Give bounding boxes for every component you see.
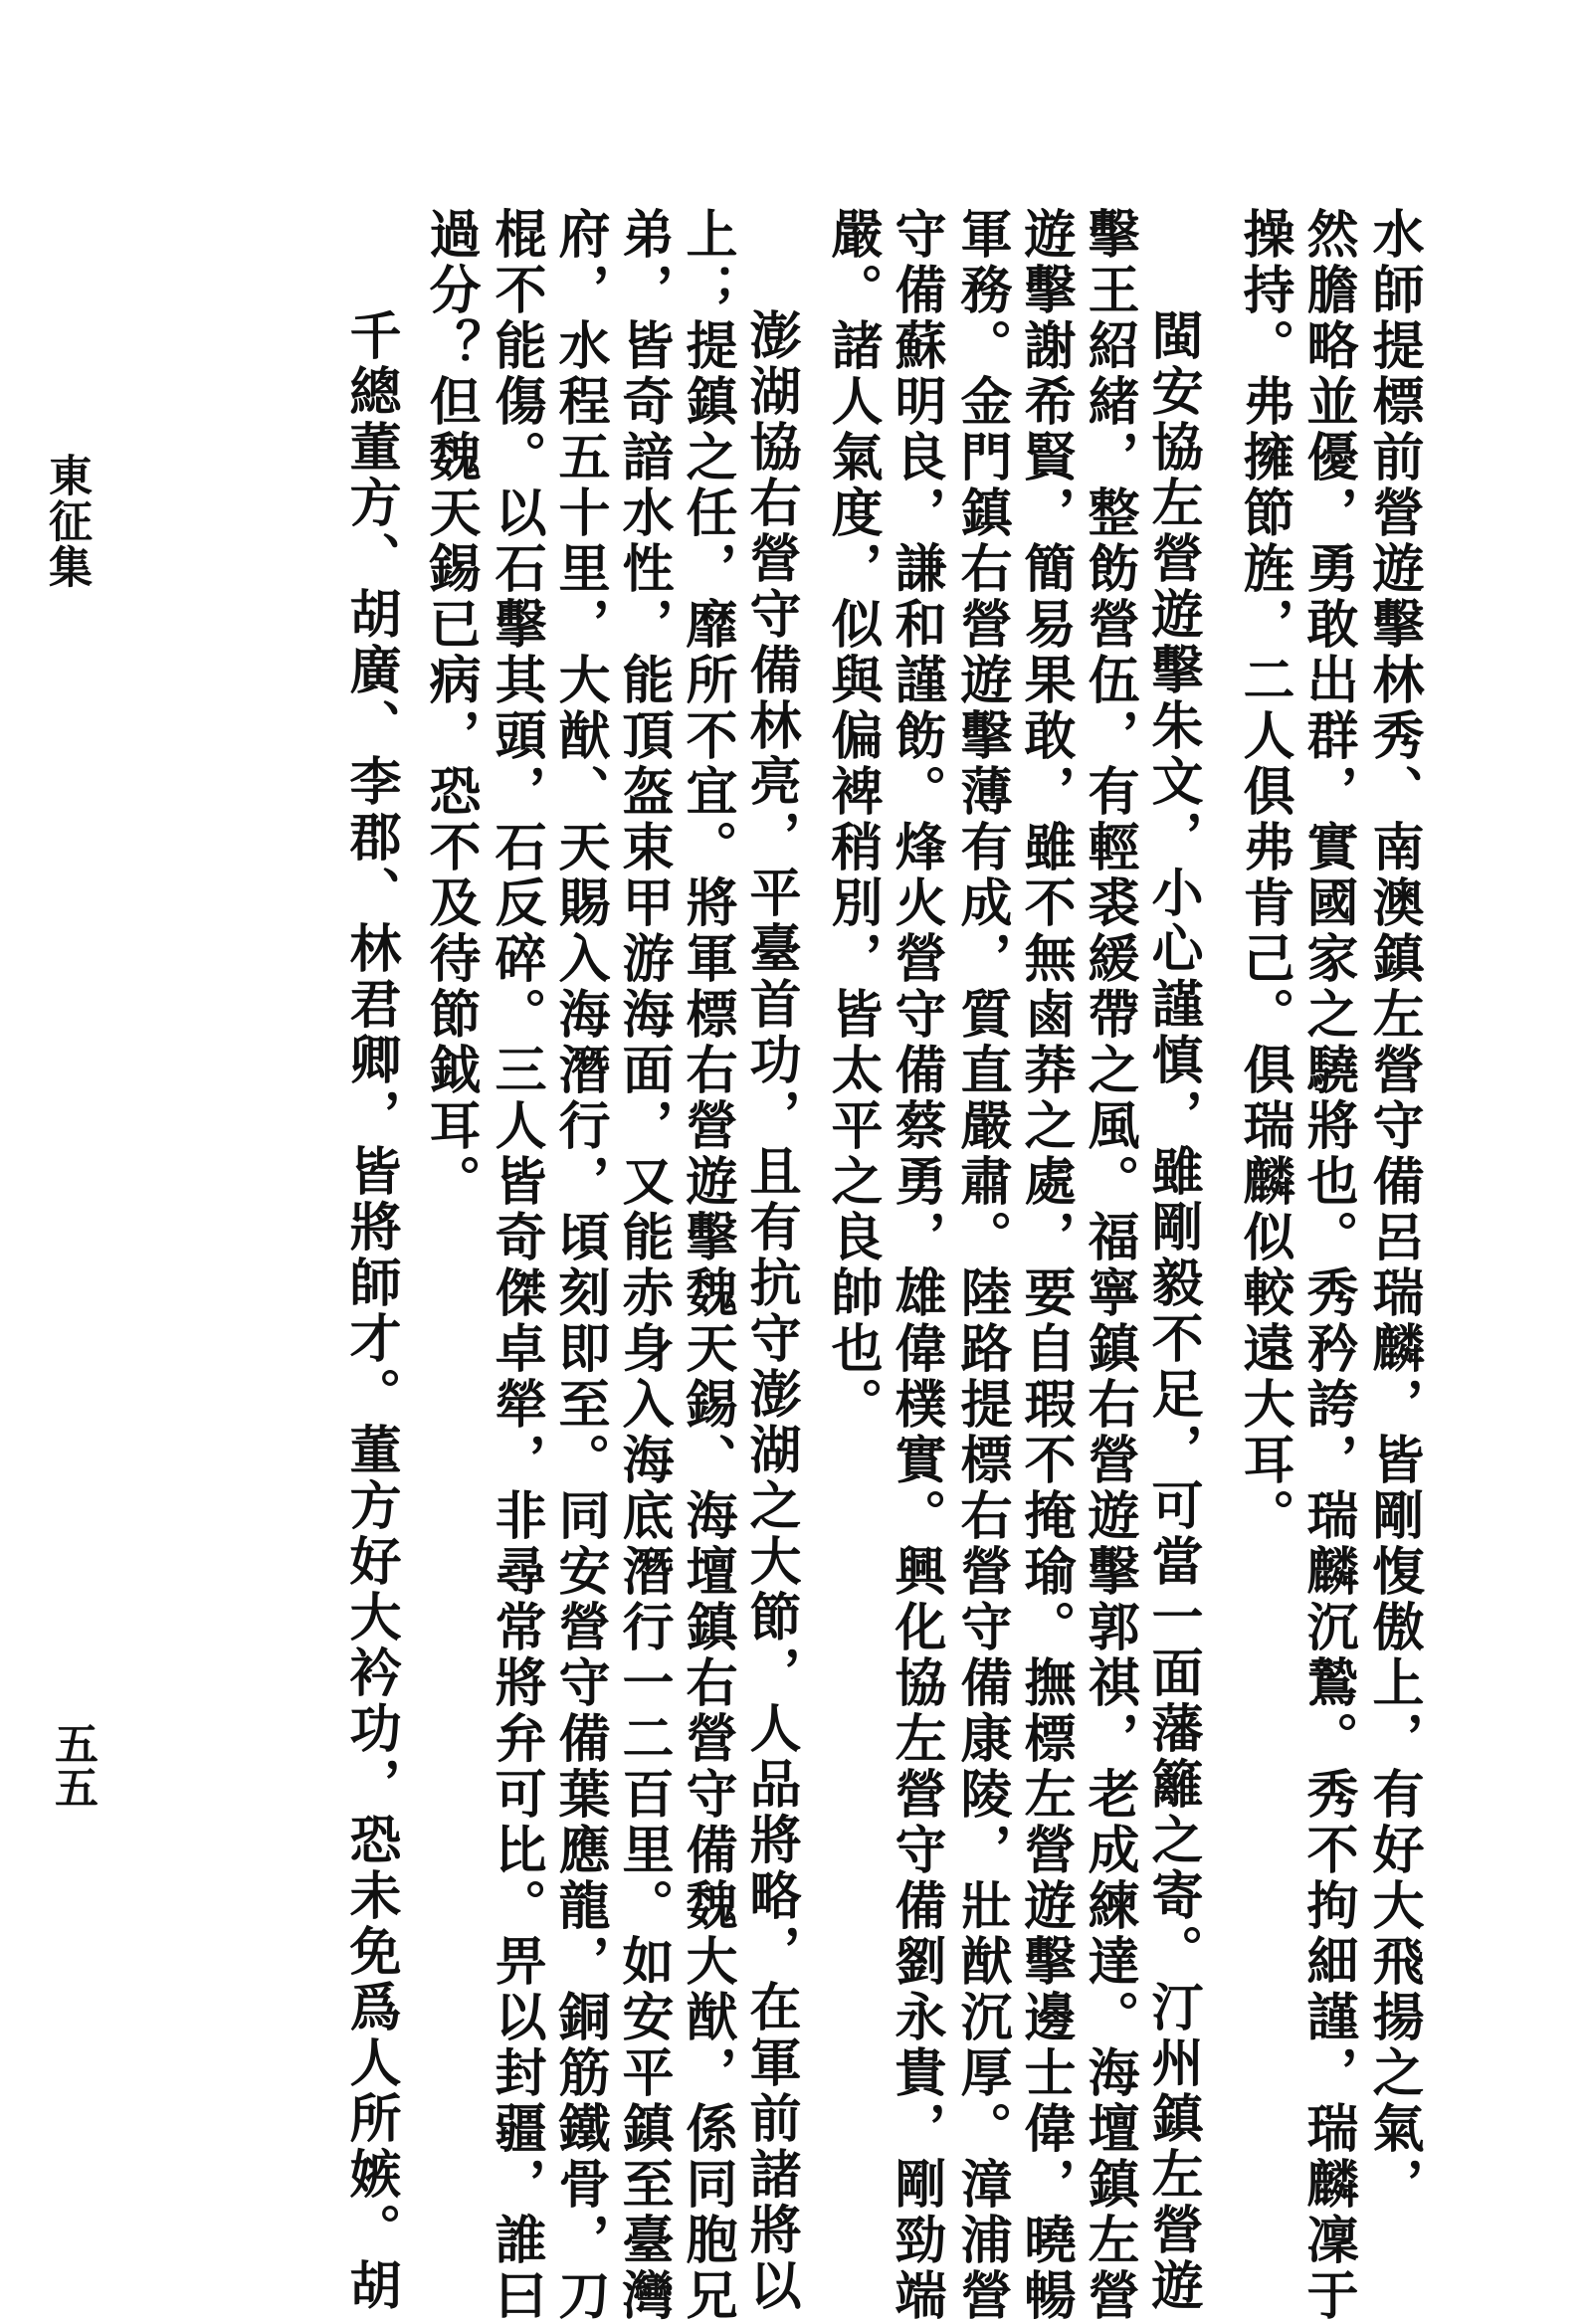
text-column-3: 操持。弗擁節旌，二人俱弗肯己。俱瑞麟似較遠大耳。 (1234, 207, 1294, 1544)
text-column-15: 過分？但魏天錫已病，恐不及待節鉞耳。 (420, 207, 481, 1210)
text-column-14: 棍不能傷。以石擊其頭，石反碎。三人皆奇傑卓犖，非尋常將弁可比。畀以封疆，誰曰 (486, 207, 546, 2324)
text-column-2: 然膽略並優，勇敢出群，實國家之驍將也。秀矜誇，瑞麟沉鷙。秀不拘細謹，瑞麟凜于 (1297, 207, 1358, 2324)
text-column-16: 千總董方、胡廣、李郡、林君卿，皆將師才。董方好大衿功，恐未免爲人所嫉。胡 (340, 308, 401, 2314)
text-column-11: 上；提鎮之任，靡所不宜。將軍標右營遊擊魏天錫、海壇鎮右營守備魏大猷，係同胞兄 (677, 207, 737, 2324)
text-column-9: 嚴。諸人氣度，似與偏裨稍別，皆太平之良帥也。 (822, 207, 883, 1433)
page-number: 五五 (47, 1721, 98, 1809)
text-column-12: 弟，皆奇諳水性，能頂盔束甲游海面，又能赤身入海底潛行一二百里。如安平鎮至臺灣 (613, 207, 674, 2324)
text-column-6: 遊擊謝希賢，簡易果敢，雖不無鹵莽之處，要自瑕不掩瑜。撫標左營遊擊邊士偉，曉暢 (1015, 207, 1076, 2324)
running-header-title: 東征集 (41, 453, 92, 590)
text-column-1: 水師提標前營遊擊林秀、南澳鎮左營守備呂瑞麟，皆剛愎傲上，有好大飛揚之氣， (1363, 207, 1424, 2213)
text-column-4: 閩安協左營遊擊朱文，小心謹慎，雖剛毅不足，可當一面藩籬之寄。汀州鎮左營遊 (1142, 308, 1203, 2314)
text-column-8: 守備蘇明良，謙和謹飭。烽火營守備蔡勇，雄偉樸實。興化協左營守備劉永貴，剛勁端 (886, 207, 946, 2324)
text-column-13: 府，水程五十里，大猷、天賜入海潛行，頃刻即至。同安營守備葉應龍，銅筋鐵骨，刀 (549, 207, 610, 2324)
text-column-7: 軍務。金門鎮右營遊擊薄有成，質直嚴肅。陸路提標右營守備康陵，壯猷沉厚。漳浦營 (951, 207, 1012, 2324)
text-column-10: 澎湖協右營守備林亮，平臺首功，且有抗守澎湖之大節，人品將略，在軍前諸將以 (740, 308, 801, 2314)
text-column-5: 擊王紹緒，整飭營伍，有輕裘緩帶之風。福寧鎮右營遊擊郭祺，老成練達。海壇鎮左營 (1079, 207, 1139, 2324)
